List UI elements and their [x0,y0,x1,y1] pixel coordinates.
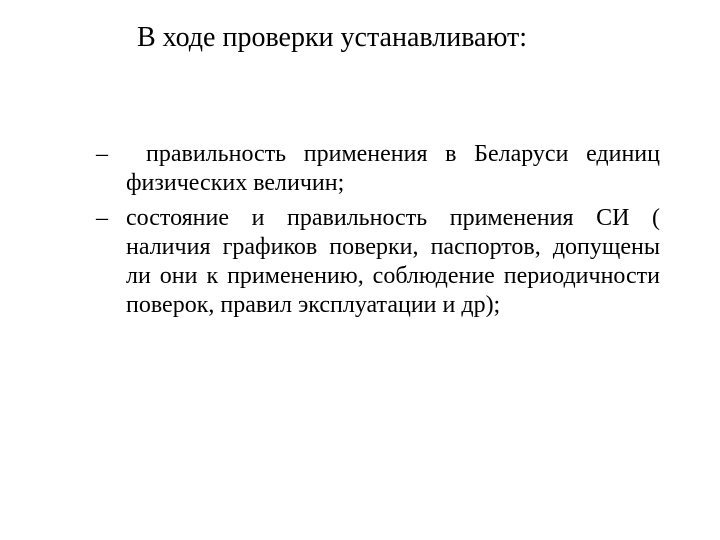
bullet-text: состояние и правильность применения СИ ( наличия графиков поверки, паспортов, допущены ли они к применению, соблюдение периодичности поверок, правил эксплуатации и др); [126,205,660,318]
bullet-list [96,140,660,326]
slide-title: В ходе проверки устанавливают: [137,22,528,53]
bullet-dash: – [96,205,108,231]
bullet-item [96,204,660,320]
bullet-item [96,140,660,198]
bullet-dash: – [96,141,108,167]
bullet-text: правильность применения в Беларуси единиц физических величин; [126,141,660,196]
